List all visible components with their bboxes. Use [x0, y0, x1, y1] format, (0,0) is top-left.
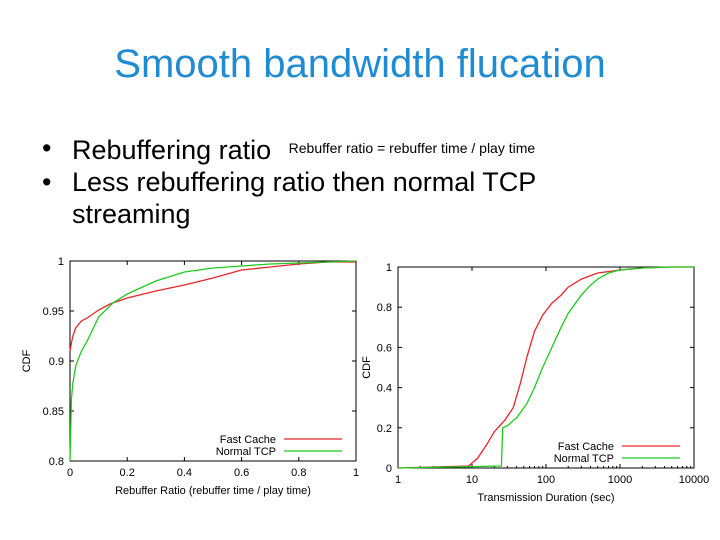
right-y-tick-label: 0.2: [376, 422, 392, 435]
right-y-axis-label: CDF: [361, 356, 373, 379]
right-legend-label: Fast Cache: [557, 441, 614, 453]
left-series-line-normal-tcp: [70, 261, 356, 461]
right-x-axis-label: Transmission Duration (sec): [477, 492, 615, 504]
bullet-text-1: Rebuffering ratio: [72, 135, 272, 165]
left-x-tick-label: 0.6: [233, 467, 250, 479]
slide-title: Smooth bandwidth flucation: [114, 42, 606, 86]
left-x-tick-label: 0.4: [176, 467, 193, 479]
left-y-tick-label: 0.8: [48, 456, 64, 468]
right-series-line-fast-cache: [398, 267, 694, 468]
left-x-tick-label: 0: [66, 467, 74, 479]
left-y-tick-label: 0.9: [48, 356, 64, 368]
right-plot-frame: [398, 267, 694, 468]
right-x-tick-label: 10000: [678, 474, 710, 486]
bullet-note: Rebuffer ratio = rebuffer time / play time: [288, 140, 536, 156]
left-y-axis-label: CDF: [21, 349, 33, 373]
right-x-tick-label: 1: [394, 474, 402, 486]
bullet-marker: •: [42, 167, 52, 197]
bullet-text-2-line-2: streaming: [72, 199, 191, 229]
right-y-tick-label: 0.4: [376, 382, 392, 395]
left-x-tick-label: 1: [352, 467, 360, 479]
right-y-tick-label: 1: [385, 262, 392, 274]
left-x-tick-label: 0.2: [119, 467, 135, 479]
left-legend-label: Fast Cache: [219, 434, 276, 446]
right-y-tick-label: 0.8: [376, 302, 392, 315]
left-y-tick-label: 0.95: [42, 306, 64, 318]
right-legend-label: Normal TCP: [553, 453, 614, 465]
right-series-line-normal-tcp: [398, 267, 694, 468]
left-y-tick-label: 0.85: [42, 406, 64, 418]
left-plot-frame: [70, 261, 356, 461]
left-y-tick-label: 1: [57, 256, 64, 268]
left-x-axis-label: Rebuffer Ratio (rebuffer time / play time): [115, 485, 311, 497]
right-x-tick-label: 1000: [607, 474, 633, 486]
left-x-tick-label: 0.8: [291, 467, 307, 479]
right-x-tick-label: 10: [465, 474, 479, 486]
bullet-marker: •: [42, 133, 52, 163]
left-series-line-fast-cache: [70, 262, 356, 351]
bullet-text-2-line-1: Less rebuffering ratio then normal TCP: [72, 167, 537, 197]
right-y-tick-label: 0: [385, 463, 392, 475]
right-y-tick-label: 0.6: [376, 342, 392, 355]
right-x-tick-label: 100: [536, 474, 556, 486]
left-legend-label: Normal TCP: [215, 446, 276, 458]
